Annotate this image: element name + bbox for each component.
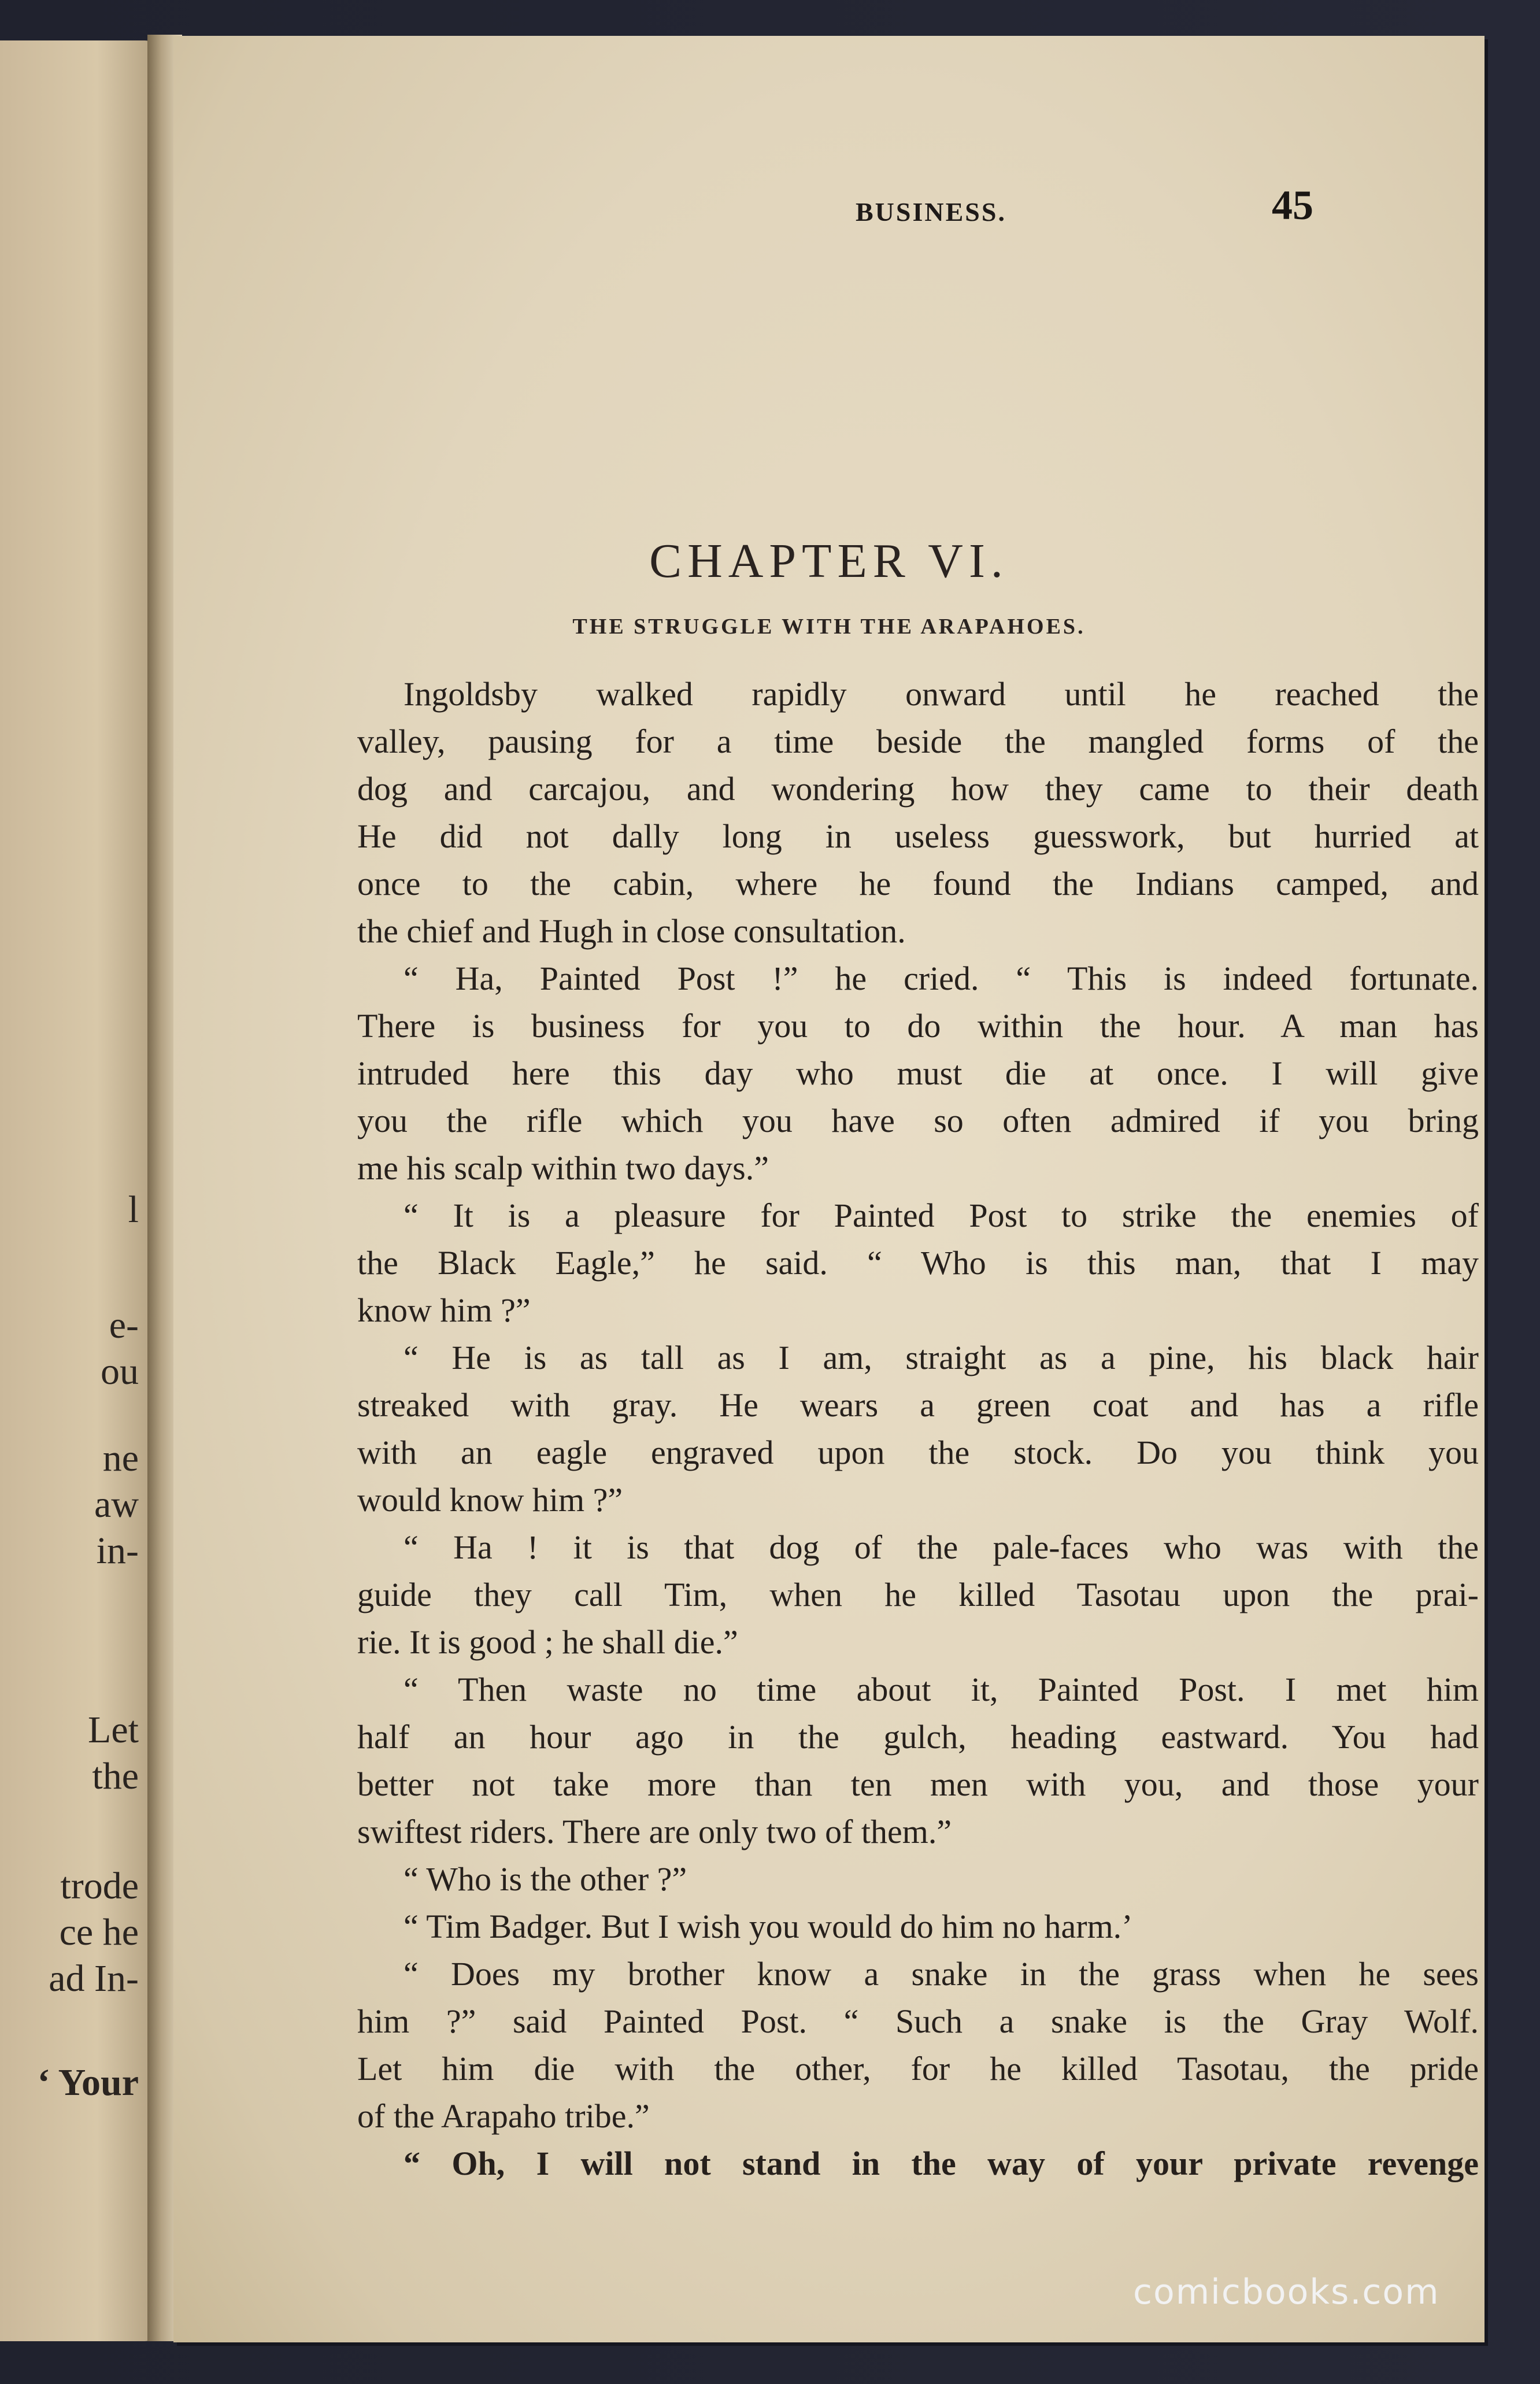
- text-line: of the Arapaho tribe.”: [357, 2097, 650, 2135]
- facing-page-fragment: aw: [94, 1483, 139, 1526]
- facing-page-fragment: l: [128, 1189, 139, 1231]
- text-line: streaked with gray. He wears a green coat and has a rifle: [357, 1386, 1479, 1424]
- text-line: “ Then waste no time about it, Painted Post. I met him: [403, 1671, 1479, 1708]
- text-line: you the rifle which you have so often admired if you bring: [357, 1102, 1479, 1139]
- text-line: “ Does my brother know a snake in the grass when he sees: [403, 1955, 1479, 1993]
- text-line: me his scalp within two days.”: [357, 1149, 769, 1187]
- facing-page-fragment: Let: [88, 1709, 139, 1751]
- text-line: intruded here this day who must die at once. I will give: [357, 1054, 1479, 1092]
- text-line: “ Who is the other ?”: [403, 1860, 687, 1898]
- facing-page-fragment: e-: [109, 1304, 139, 1346]
- text-line: know him ?”: [357, 1291, 531, 1329]
- text-line: “ He is as tall as I am, straight as a pine, his black hair: [403, 1339, 1479, 1376]
- text-line: swiftest riders. There are only two of them.”: [357, 1813, 952, 1850]
- text-line: the Black Eagle,” he said. “ Who is this man, that I may: [357, 1244, 1479, 1282]
- text-line: half an hour ago in the gulch, heading eastward. You had: [357, 1718, 1479, 1756]
- facing-page-fragment: ou: [101, 1350, 139, 1393]
- text-line: “ It is a pleasure for Painted Post to strike the enemies of: [403, 1197, 1479, 1234]
- text-line: He did not dally long in useless guesswork, but hurried at: [357, 817, 1479, 855]
- text-line: once to the cabin, where he found the Indians camped, and: [357, 865, 1479, 902]
- text-line: guide they call Tim, when he killed Tasotau upon the prai-: [357, 1576, 1479, 1613]
- facing-page-fragment: trode: [60, 1865, 139, 1907]
- facing-page-fragment: ‘ Your: [37, 2061, 139, 2104]
- text-line: There is business for you to do within the hour. A man has: [357, 1007, 1479, 1045]
- book-page: [173, 36, 1485, 2342]
- site-watermark: comicbooks.com: [1133, 2272, 1440, 2312]
- text-line: “ Oh, I will not stand in the way of your private revenge: [403, 2145, 1479, 2182]
- text-line: “ Ha, Painted Post !” he cried. “ This is indeed fortunate.: [403, 960, 1479, 997]
- facing-page-edge: [0, 40, 162, 2341]
- chapter-title: CHAPTER VI.: [649, 534, 1009, 588]
- text-line: better not take more than ten men with you, and those your: [357, 1765, 1479, 1803]
- facing-page-fragment: in-: [96, 1530, 139, 1572]
- running-head: BUSINESS.: [856, 197, 1006, 227]
- text-line: “ Tim Badger. But I wish you would do him no harm.’: [403, 1908, 1133, 1945]
- chapter-subtitle: THE STRUGGLE WITH THE ARAPAHOES.: [572, 614, 1086, 639]
- body-text: [357, 671, 1479, 2187]
- text-line: Let him die with the other, for he killed Tasotau, the pride: [357, 2050, 1479, 2087]
- facing-page-fragment: ce he: [59, 1911, 139, 1953]
- page-number: 45: [1272, 182, 1313, 228]
- text-line: rie. It is good ; he shall die.”: [357, 1623, 738, 1661]
- text-line: the chief and Hugh in close consultation.: [357, 912, 906, 950]
- facing-page-fragment: ne: [102, 1437, 139, 1479]
- text-line: with an eagle engraved upon the stock. Do you think you: [357, 1434, 1479, 1471]
- text-line: would know him ?”: [357, 1481, 623, 1519]
- text-line: valley, pausing for a time beside the mangled forms of the: [357, 723, 1479, 760]
- facing-page-fragment: ad In-: [49, 1957, 139, 2000]
- text-line: “ Ha ! it is that dog of the pale-faces who was with the: [403, 1528, 1479, 1566]
- text-line: Ingoldsby walked rapidly onward until he reached the: [403, 675, 1479, 713]
- text-line: him ?” said Painted Post. “ Such a snake is the Gray Wolf.: [357, 2002, 1479, 2040]
- text-line: dog and carcajou, and wondering how they came to their death: [357, 770, 1479, 808]
- facing-page-fragment: the: [92, 1755, 139, 1797]
